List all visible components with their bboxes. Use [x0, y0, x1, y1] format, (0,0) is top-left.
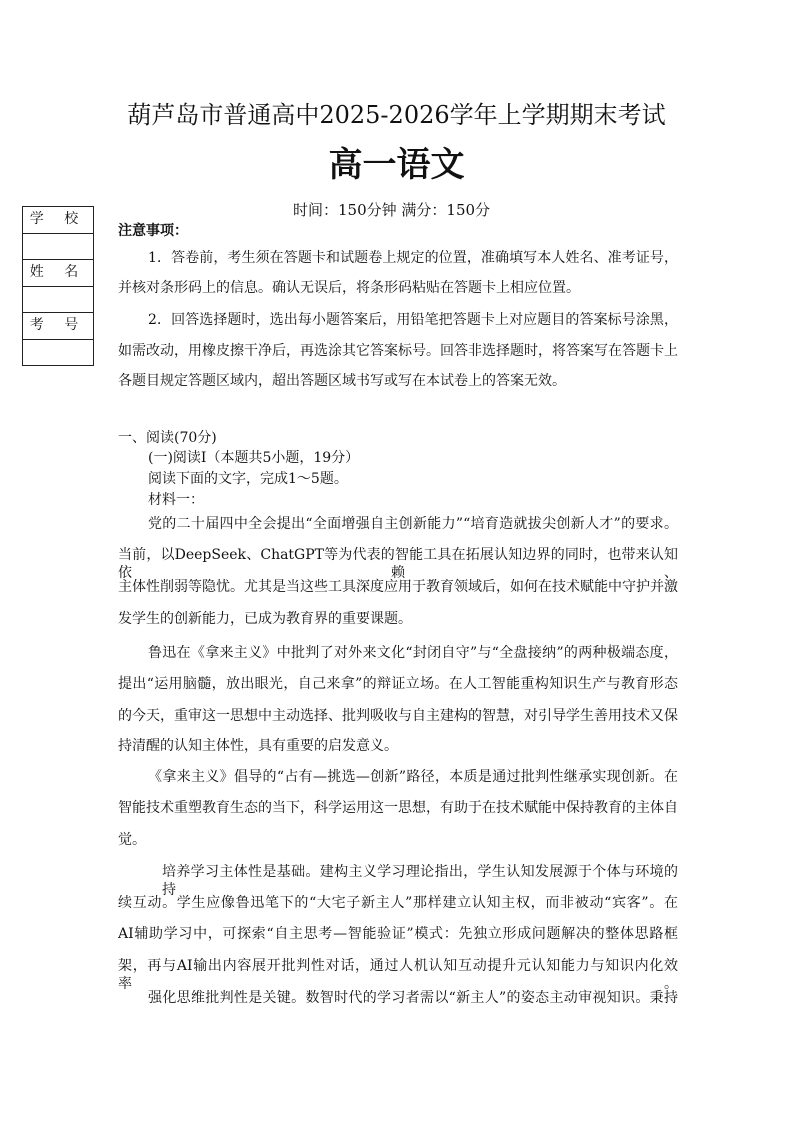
name-label: 姓 名 — [23, 260, 93, 287]
material-label: 材料一： — [148, 492, 204, 508]
number-field[interactable] — [23, 340, 93, 366]
subject-title: 高一语文 — [328, 145, 465, 185]
passage-line: 党的二十届四中全会提出“全面增强自主创新能力”“培育造就拔尖创新人才”的要求。 — [148, 516, 678, 532]
name-field[interactable] — [23, 287, 93, 314]
section-heading: 一、阅读(70分) — [118, 430, 217, 446]
passage-line: 续互动。学生应像鲁迅笔下的“大宅子新主人”那样建立认知主权，而非被动“宾客”。在 — [118, 895, 678, 911]
passage-line: 发学生的创新能力，已成为教育界的重要课题。 — [118, 611, 412, 627]
passage-line: 持清醒的认知主体性，具有重要的启发意义。 — [118, 738, 398, 754]
passage-line: 架，再与AI输出内容展开批判性对话，通过人机认知互动提升元认知能力与知识内化效率。 — [118, 958, 678, 992]
time-info: 时间：150分钟 满分：150分 — [293, 201, 491, 219]
section-subheading: (一)阅读Ⅰ（本题共5小题，19分） — [148, 450, 360, 466]
note-line: 如需改动，用橡皮擦干净后，再选涂其它答案标号。回答非选择题时，将答案写在答题卡上 — [118, 343, 678, 359]
passage-line: 智能技术重塑教育生态的当下，科学运用这一思想，有助于在技术赋能中保持教育的主体自 — [118, 800, 678, 816]
note-line: 2．回答选择题时，选出每小题答案后，用铅笔把答题卡上对应题目的答案标号涂黑， — [148, 312, 678, 328]
note-line: 并核对条形码上的信息。确认无误后，将条形码粘贴在答题卡上相应位置。 — [118, 280, 580, 296]
passage-line: 的今天，重审这一思想中主动选择、批判吸收与自主建构的智慧，对引导学生善用技术又保 — [118, 708, 678, 724]
exam-title: 葫芦岛市普通高中2025-2026学年上学期期末考试 — [127, 101, 666, 129]
passage-line: 当前，以DeepSeek、ChatGPT等为代表的智能工具在拓展认知边界的同时，也带来认知依赖、 — [118, 547, 678, 581]
school-field[interactable] — [23, 234, 93, 261]
passage-line: 鲁迅在《拿来主义》中批判了对外来文化“封闭自守”与“全盘接纳”的两种极端态度， — [148, 645, 678, 661]
note-line: 各题目规定答题区域内，超出答题区域书写或写在本试卷上的答案无效。 — [118, 373, 566, 389]
school-label: 学 校 — [23, 207, 93, 234]
notes-heading: 注意事项： — [118, 223, 188, 239]
number-label: 考 号 — [23, 313, 93, 340]
student-info-box — [22, 206, 94, 366]
passage-line: 提出“运用脑髓，放出眼光，自己来拿”的辩证立场。在人工智能重构知识生产与教育形态 — [118, 676, 678, 692]
passage-line: 强化思维批判性是关键。数智时代的学习者需以“新主人”的姿态主动审视知识。秉持 — [148, 990, 678, 1006]
passage-line: AI辅助学习中，可探索“自主思考—智能验证”模式：先独立形成问题解决的整体思路框 — [118, 926, 678, 942]
passage-line: 培养学习主体性是基础。建构主义学习理论指出，学生认知发展源于个体与环境的持 — [162, 864, 678, 898]
passage-line: 《拿来主义》倡导的“占有—挑选—创新”路径，本质是通过批判性继承实现创新。在 — [148, 769, 678, 785]
passage-line: 觉。 — [118, 832, 146, 848]
section-instruction: 阅读下面的文字，完成1～5题。 — [148, 471, 348, 487]
note-line: 1．答卷前，考生须在答题卡和试题卷上规定的位置，准确填写本人姓名、准考证号， — [148, 250, 678, 266]
passage-line: 主体性削弱等隐忧。尤其是当这些工具深度应用于教育领域后，如何在技术赋能中守护并激 — [118, 579, 678, 595]
